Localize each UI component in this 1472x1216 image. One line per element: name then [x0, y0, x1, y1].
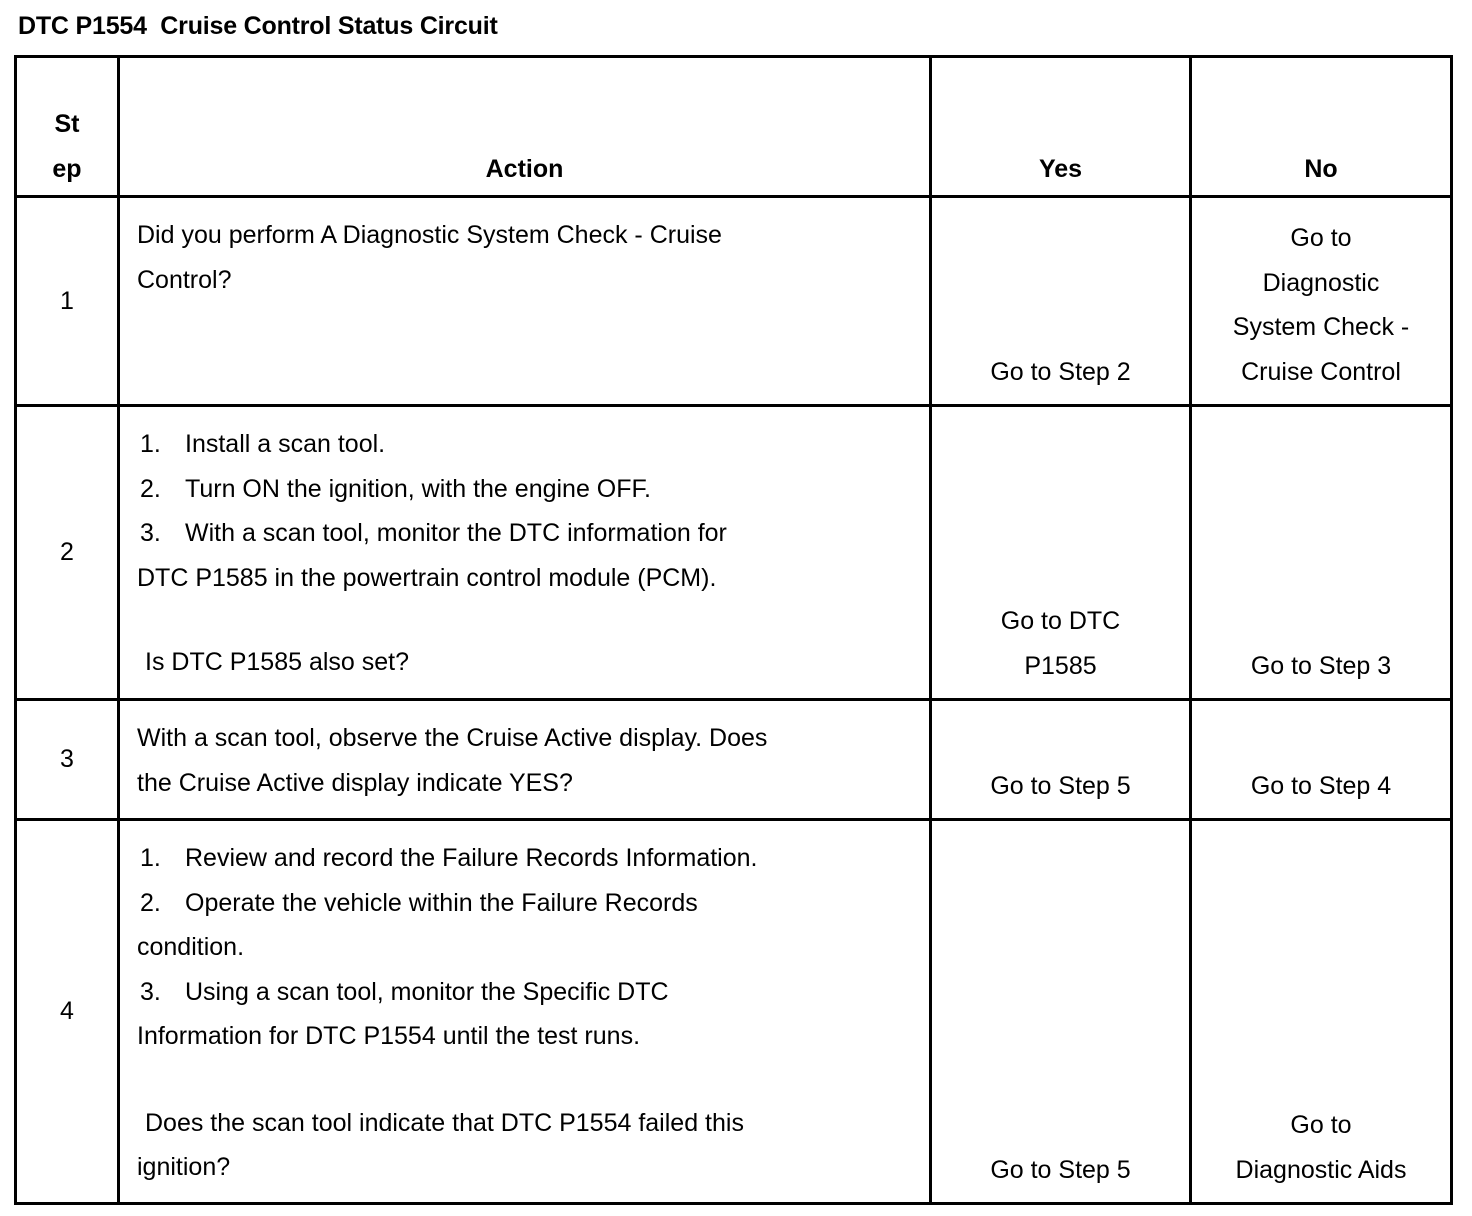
question-text: Does the scan tool indicate that DTC P1554 failed this [145, 1108, 744, 1137]
no-link[interactable]: Go to [1290, 224, 1352, 252]
yes-cell [931, 820, 1191, 1204]
diagnostic-table [14, 55, 1453, 1205]
list-text: Install a scan tool. [185, 430, 386, 458]
list-text-continued: condition. [137, 933, 245, 961]
yes-cell [931, 700, 1191, 820]
step-number: 4 [16, 820, 119, 1204]
list-text: Operate the vehicle within the Failure Records [185, 888, 698, 917]
list-item [137, 511, 921, 556]
question-text: ignition? [137, 1153, 231, 1181]
document-title: DTC P1554 Cruise Control Status Circuit [18, 12, 498, 40]
list-item [137, 881, 921, 926]
header-no: No [1191, 57, 1452, 197]
no-link[interactable]: System Check - [1232, 313, 1410, 341]
list-number: 1. [140, 844, 161, 872]
no-link[interactable]: Go to Step 3 [1250, 651, 1392, 680]
table-row [16, 700, 1452, 820]
list-number: 2. [140, 888, 161, 917]
list-number: 1. [140, 430, 161, 458]
header-action: Action [119, 57, 931, 197]
list-text-continued: Information for DTC P1554 until the test runs. [137, 1022, 641, 1050]
action-cell [119, 820, 931, 1204]
no-cell [1191, 700, 1452, 820]
header-step-line2: ep [52, 154, 82, 183]
list-text: Turn ON the ignition, with the engine OFF. [185, 474, 651, 503]
header-yes: Yes [931, 57, 1191, 197]
yes-link[interactable]: Go to Step 5 [990, 1155, 1131, 1184]
table-row [16, 406, 1452, 700]
action-text: the Cruise Active display indicate YES? [137, 768, 573, 797]
table-row [16, 820, 1452, 1204]
no-cell [1191, 197, 1452, 406]
header-step-line1: St [54, 110, 80, 138]
yes-link[interactable]: Go to DTC [1000, 607, 1121, 635]
action-text: Control? [137, 265, 232, 294]
action-text: Did you perform A Diagnostic System Check - Cruise [137, 221, 722, 249]
yes-link[interactable]: Go to Step 2 [990, 357, 1131, 386]
list-text: Using a scan tool, monitor the Specific DTC [185, 977, 669, 1006]
yes-link[interactable]: P1585 [1024, 651, 1097, 680]
list-number: 2. [140, 474, 161, 503]
list-number: 3. [140, 519, 161, 547]
no-link[interactable]: Go to Step 4 [1250, 771, 1392, 800]
list-text: Review and record the Failure Records Information. [185, 844, 758, 872]
header-row [16, 57, 1452, 197]
action-cell [119, 700, 931, 820]
action-text: With a scan tool, observe the Cruise Active display. Does [137, 724, 768, 752]
spacer [137, 600, 921, 640]
yes-link[interactable]: Go to Step 5 [990, 771, 1131, 800]
list-item [137, 836, 921, 881]
no-cell [1191, 406, 1452, 700]
list-item [137, 422, 921, 467]
no-link[interactable]: Cruise Control [1241, 357, 1401, 386]
list-text: With a scan tool, monitor the DTC information for [185, 519, 727, 547]
list-text-continued: DTC P1585 in the powertrain control module (PCM). [137, 563, 717, 592]
action-cell [119, 406, 931, 700]
no-link[interactable]: Go to [1290, 1111, 1352, 1139]
list-number: 3. [140, 977, 161, 1006]
step-number: 3 [16, 700, 119, 820]
spacer [137, 1059, 921, 1101]
list-item [137, 970, 921, 1015]
yes-cell [931, 406, 1191, 700]
step-number: 1 [16, 197, 119, 406]
action-cell [119, 197, 931, 406]
no-cell [1191, 820, 1452, 1204]
question-text: Is DTC P1585 also set? [145, 648, 410, 676]
step-number: 2 [16, 406, 119, 700]
no-link[interactable]: Diagnostic Aids [1235, 1155, 1407, 1184]
list-item [137, 467, 921, 512]
no-link[interactable]: Diagnostic [1262, 268, 1380, 297]
table-row [16, 197, 1452, 406]
header-step [16, 57, 119, 197]
yes-cell [931, 197, 1191, 406]
